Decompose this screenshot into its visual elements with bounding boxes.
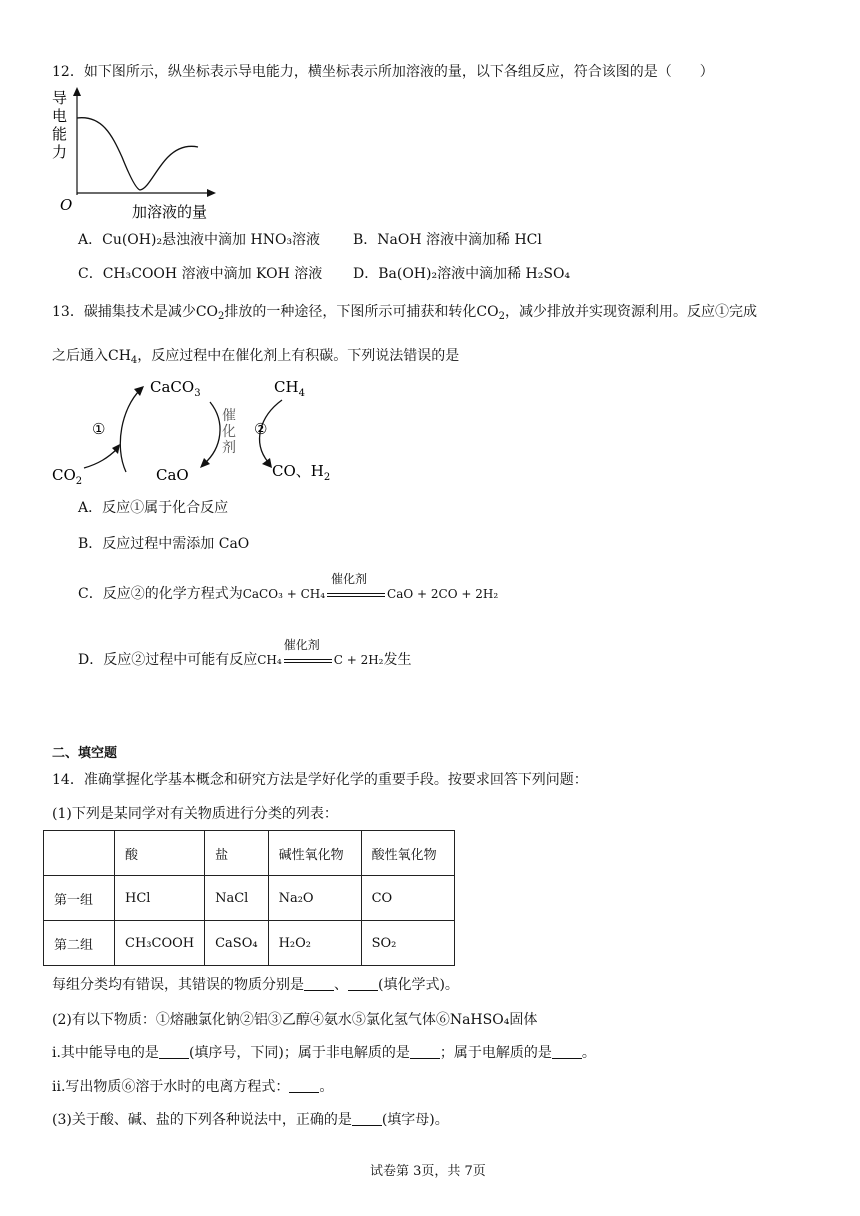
- q12-option-b[interactable]: B．NaOH 溶液中滴加稀 HCl: [353, 232, 542, 248]
- table-header-cell: 酸性氧化物: [361, 831, 454, 876]
- q12-option-c[interactable]: C．CH₃COOH 溶液中滴加 KOH 溶液: [78, 266, 323, 282]
- table-cell: NaCl: [205, 876, 268, 921]
- q12-option-d[interactable]: D．Ba(OH)₂溶液中滴加稀 H₂SO₄: [353, 266, 571, 282]
- q12-option-a[interactable]: A．Cu(OH)₂悬浊液中滴加 HNO₃溶液: [78, 232, 321, 248]
- q12-ylabel-2: 电: [52, 107, 68, 125]
- q12-conductivity-graph: [50, 85, 230, 225]
- table-cell: CO: [361, 876, 454, 921]
- origin-label: O: [60, 196, 73, 214]
- table-cell: CaSO₄: [205, 921, 268, 966]
- table-cell: HCl: [115, 876, 205, 921]
- q13-stem-line1: 13．碳捕集技术是减少$CO_2$排放的一种途径，下图所示可捕获和转化$CO_2$，减少排放并实现资源利用。反应①完成: [52, 304, 757, 322]
- table-cell: 第一组: [44, 876, 115, 921]
- step2-label: ②: [254, 420, 268, 438]
- answer-blank[interactable]: [410, 1044, 440, 1059]
- q14-stem: 14．准确掌握化学基本概念和研究方法是学好化学的重要手段。按要求回答下列问题：: [52, 772, 588, 788]
- classification-table: [43, 830, 455, 966]
- answer-blank[interactable]: [352, 1111, 382, 1126]
- q12-stem: 12．如下图所示，纵坐标表示导电能力，横坐标表示所加溶液的量，以下各组反应，符合该图的是（ ）: [52, 64, 714, 80]
- q14-part1: (1)下列是某同学对有关物质进行分类的列表：: [52, 806, 338, 822]
- cao-label: CaO: [156, 466, 189, 484]
- ch4-label: $CH_4$: [274, 378, 305, 399]
- q12-ylabel-1: 导: [52, 89, 68, 107]
- q14-part2: (2)有以下物质：①熔融氯化钠②铝③乙醇④氨水⑤氯化氢气体⑥NaHSO₄固体: [52, 1012, 538, 1028]
- catalyst-char-2: 化: [222, 424, 236, 440]
- q12-ylabel-4: 力: [52, 143, 68, 161]
- table-cell: SO₂: [361, 921, 454, 966]
- q13-carbon-capture-diagram: [48, 372, 348, 492]
- table-header-row: [44, 831, 455, 876]
- answer-blank[interactable]: [552, 1044, 582, 1059]
- answer-blank[interactable]: [289, 1078, 319, 1093]
- table-cell: CH₃COOH: [115, 921, 205, 966]
- q14-part1-answer: 每组分类均有错误，其错误的物质分别是 、 (填化学式)。: [52, 977, 459, 993]
- table-cell: 第二组: [44, 921, 115, 966]
- x-axis-arrow: [207, 189, 216, 197]
- co2-label: $CO_2$: [52, 466, 83, 487]
- q14-part2-ii: ii.写出物质⑥溶于水时的电离方程式： 。: [52, 1079, 334, 1095]
- caco3-label: CaCO$_3$: [150, 378, 201, 399]
- q14-part3: (3)关于酸、碱、盐的下列各种说法中，正确的是 (填字母)。: [52, 1112, 449, 1128]
- q12-ylabel-3: 能: [52, 125, 68, 143]
- answer-blank[interactable]: [304, 976, 334, 991]
- table-row: [44, 876, 455, 921]
- table-row: [44, 921, 455, 966]
- answer-blank[interactable]: [159, 1044, 189, 1059]
- step1-label: ①: [92, 420, 106, 438]
- table-cell: H₂O₂: [268, 921, 361, 966]
- equation-arrow: 催化剂: [282, 650, 334, 670]
- q12-xlabel: 加溶液的量: [132, 203, 208, 221]
- section-heading: 二、填空题: [52, 746, 118, 761]
- products-label: CO、$H_2$: [272, 462, 331, 483]
- page-footer: 试卷第 3页，共 7页: [370, 1164, 486, 1179]
- table-header-cell: 盐: [205, 831, 268, 876]
- catalyst-char-3: 剂: [222, 440, 236, 456]
- conductivity-curve: [77, 118, 198, 190]
- q13-stem-line2: 之后通入$CH_4$，反应过程中在催化剂上有积碳。下列说法错误的是: [52, 348, 460, 366]
- table-header-cell: 碱性氧化物: [268, 831, 361, 876]
- table-header-cell: [44, 831, 115, 876]
- q13-option-d[interactable]: D．反应②过程中可能有反应CH₄ 催化剂 C + 2H₂发生: [78, 638, 412, 668]
- q13-option-a[interactable]: A．反应①属于化合反应: [78, 500, 229, 516]
- catalyst-char-1: 催: [222, 408, 236, 424]
- y-axis-arrow: [73, 87, 81, 96]
- q13-option-c[interactable]: C．反应②的化学方程式为CaCO₃ + CH₄ 催化剂 CaO + 2CO + 2H₂: [78, 572, 499, 602]
- table-cell: Na₂O: [268, 876, 361, 921]
- q13-option-b[interactable]: B．反应过程中需添加 CaO: [78, 536, 250, 552]
- equation-arrow: 催化剂: [325, 584, 387, 604]
- q14-part2-i: i.其中能导电的是 (填序号，下同)；属于非电解质的是 ；属于电解质的是 。: [52, 1045, 596, 1061]
- table-header-cell: 酸: [115, 831, 205, 876]
- answer-blank[interactable]: [348, 976, 378, 991]
